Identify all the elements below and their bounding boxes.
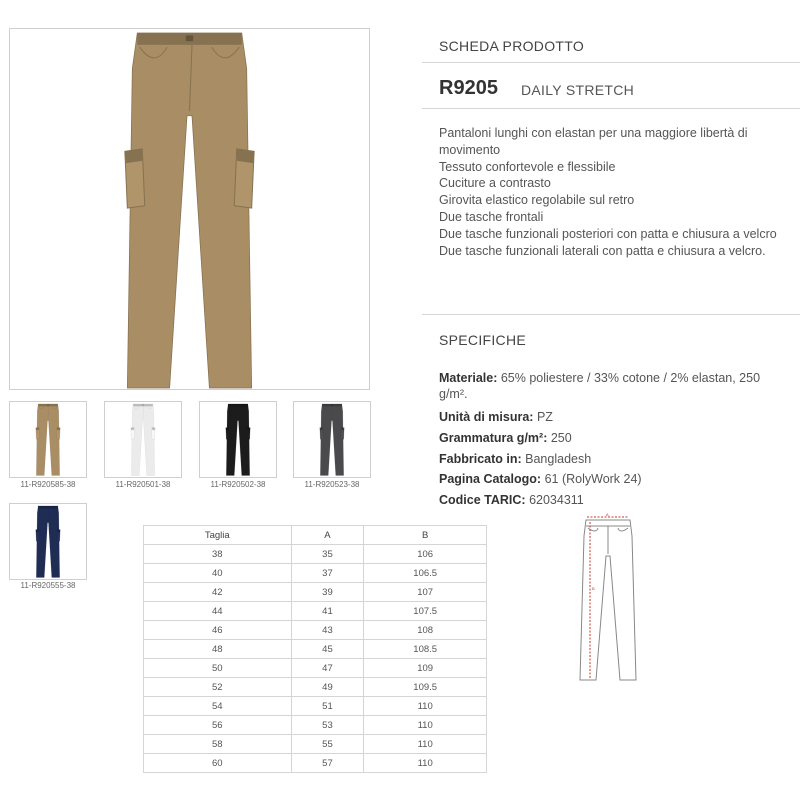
pants-thumbnail-image xyxy=(105,402,181,477)
divider xyxy=(422,108,800,109)
pants-body xyxy=(320,404,343,476)
size-table-header xyxy=(144,526,487,545)
measure-a-cell: 51 xyxy=(291,697,364,716)
variant-thumbnail-black[interactable] xyxy=(199,401,277,478)
size-cell: 60 xyxy=(144,754,292,773)
spec-label: Fabbricato in: xyxy=(439,451,522,466)
pants-button xyxy=(331,404,332,405)
variant-thumbnail-white[interactable] xyxy=(104,401,182,478)
size-cell: 52 xyxy=(144,678,292,697)
pants-pocket-flap-left xyxy=(320,427,323,430)
table-row xyxy=(144,716,487,735)
measure-a-cell: 55 xyxy=(291,735,364,754)
pants-button xyxy=(47,404,48,405)
pants-pocket-flap-right xyxy=(57,529,60,532)
pants-thumbnail-image xyxy=(10,402,86,477)
spec-origin xyxy=(439,449,784,470)
variant-code: 11-R920501-38 xyxy=(115,480,171,489)
pants-pocket-flap-left xyxy=(36,529,39,532)
spec-label: Grammatura g/m²: xyxy=(439,430,548,445)
table-row xyxy=(144,621,487,640)
diagram-pocket-right xyxy=(618,528,628,531)
pants-button xyxy=(47,506,48,507)
spec-material xyxy=(439,370,784,402)
divider xyxy=(422,62,800,63)
pants-body xyxy=(131,404,154,476)
pants-drawing xyxy=(36,404,60,476)
measure-b-cell: 110 xyxy=(364,754,487,773)
measure-b-cell: 110 xyxy=(364,697,487,716)
pants-pocket-flap-left xyxy=(226,427,229,430)
product-description xyxy=(439,125,784,259)
description-line: Due tasche frontali xyxy=(439,209,544,224)
table-row xyxy=(144,754,487,773)
page-title: SCHEDA PRODOTTO xyxy=(439,38,585,54)
pants-drawing xyxy=(131,404,155,476)
measure-b-cell: 108.5 xyxy=(364,640,487,659)
pants-body xyxy=(36,506,59,578)
description-line: Cuciture a contrasto xyxy=(439,176,551,191)
spec-unit xyxy=(439,407,784,428)
measure-b-cell: 110 xyxy=(364,735,487,754)
spec-value: 61 (RolyWork 24) xyxy=(544,472,642,487)
spec-label: Materiale: xyxy=(439,371,498,385)
size-cell: 58 xyxy=(144,735,292,754)
pants-thumbnail-image xyxy=(10,504,86,579)
pants-body xyxy=(226,404,249,476)
description-line: Due tasche funzionali laterali con patta e chiusura a velcro. xyxy=(439,243,766,258)
pants-button xyxy=(237,404,238,405)
pants-button xyxy=(186,35,193,41)
measure-a-cell: 41 xyxy=(291,602,364,621)
measure-a-cell: 43 xyxy=(291,621,364,640)
pants-pocket-flap-right xyxy=(237,149,254,163)
pants-pocket-flap-right xyxy=(341,427,344,430)
spec-label: Unità di misura: xyxy=(439,410,534,424)
measure-a-cell: 57 xyxy=(291,754,364,773)
pants-pocket-flap-left xyxy=(131,427,134,430)
measure-a-cell: 35 xyxy=(291,545,364,564)
specs-title: SPECIFICHE xyxy=(439,332,527,348)
table-row xyxy=(144,735,487,754)
main-product-image[interactable] xyxy=(9,28,370,390)
product-model: DAILY STRETCH xyxy=(521,82,635,98)
pants-drawing xyxy=(36,506,60,578)
measure-b-cell: 107 xyxy=(364,583,487,602)
pants-body xyxy=(127,33,251,388)
table-row xyxy=(144,583,487,602)
measure-b-cell: 108 xyxy=(364,621,487,640)
pants-thumbnail-image xyxy=(200,402,276,477)
measure-a-cell: 49 xyxy=(291,678,364,697)
spec-value: Bangladesh xyxy=(525,451,592,466)
table-row xyxy=(144,640,487,659)
description-line: Girovita elastico regolabile sul retro xyxy=(439,193,635,208)
variant-thumbnail-navy[interactable] xyxy=(9,503,87,580)
table-row xyxy=(144,545,487,564)
measure-b-cell: 110 xyxy=(364,716,487,735)
size-cell: 46 xyxy=(144,621,292,640)
description-line: Tessuto confortevole e flessibile xyxy=(439,159,616,174)
table-row xyxy=(144,564,487,583)
spec-weight xyxy=(439,428,784,449)
spec-value: 250 xyxy=(550,430,572,445)
variant-thumbnail-khaki[interactable] xyxy=(9,401,87,478)
pants-pocket-flap-left xyxy=(36,427,39,430)
size-cell: 44 xyxy=(144,602,292,621)
table-row xyxy=(144,678,487,697)
specs-list xyxy=(439,370,784,511)
pants-pocket-flap-right xyxy=(152,427,155,430)
size-cell: 42 xyxy=(144,583,292,602)
pants-body xyxy=(36,404,59,476)
spec-catalog-page xyxy=(439,469,784,490)
pants-drawing xyxy=(320,404,344,476)
size-cell: 40 xyxy=(144,564,292,583)
measure-label-a: A xyxy=(606,512,609,517)
pants-pocket-flap-left xyxy=(125,149,142,163)
column-header-a: A xyxy=(291,526,364,545)
variant-code: 11-R920585-38 xyxy=(20,480,76,489)
measure-a-cell: 53 xyxy=(291,716,364,735)
pants-drawing xyxy=(125,33,254,388)
size-table xyxy=(143,525,487,773)
table-row xyxy=(144,659,487,678)
variant-thumbnail-grey[interactable] xyxy=(293,401,371,478)
size-cell: 38 xyxy=(144,545,292,564)
size-cell: 56 xyxy=(144,716,292,735)
table-row xyxy=(144,602,487,621)
pants-pocket-flap-right xyxy=(57,427,60,430)
column-header-b: B xyxy=(364,526,487,545)
measure-a-cell: 39 xyxy=(291,583,364,602)
measure-a-cell: 45 xyxy=(291,640,364,659)
product-code: R9205 xyxy=(439,77,498,99)
description-line: Due tasche funzionali posteriori con patta e chiusura a velcro xyxy=(439,226,777,241)
pants-pocket-flap-right xyxy=(247,427,250,430)
cargo-pants-image xyxy=(10,29,369,389)
variant-code: 11-R920555-38 xyxy=(20,581,76,590)
measure-b-cell: 107.5 xyxy=(364,602,487,621)
spec-value: 62034311 xyxy=(529,493,584,508)
variant-code: 11-R920502-38 xyxy=(210,480,266,489)
measure-label-b: B xyxy=(592,586,595,591)
size-cell: 48 xyxy=(144,640,292,659)
measure-a-cell: 47 xyxy=(291,659,364,678)
pants-thumbnail-image xyxy=(294,402,370,477)
measurement-diagram xyxy=(572,512,644,684)
table-row xyxy=(144,697,487,716)
measure-b-cell: 106 xyxy=(364,545,487,564)
pants-button xyxy=(142,404,143,405)
measure-b-cell: 109 xyxy=(364,659,487,678)
measure-a-cell: 37 xyxy=(291,564,364,583)
spec-taric xyxy=(439,490,784,511)
spec-value: 65% poliestere / 33% cotone / 2% elastan, 250 g/m². xyxy=(439,371,761,401)
spec-label: Codice TARIC: xyxy=(439,493,526,508)
divider xyxy=(422,314,800,315)
measure-b-cell: 106.5 xyxy=(364,564,487,583)
description-line: Pantaloni lunghi con elastan per una maggiore libertà di movimento xyxy=(439,126,748,157)
variant-code: 11-R920523-38 xyxy=(304,480,360,489)
column-header-size: Taglia xyxy=(144,526,292,545)
spec-value: PZ xyxy=(536,410,553,424)
size-cell: 54 xyxy=(144,697,292,716)
size-cell: 50 xyxy=(144,659,292,678)
pants-drawing xyxy=(226,404,250,476)
spec-label: Pagina Catalogo: xyxy=(439,472,542,487)
measure-b-cell: 109.5 xyxy=(364,678,487,697)
